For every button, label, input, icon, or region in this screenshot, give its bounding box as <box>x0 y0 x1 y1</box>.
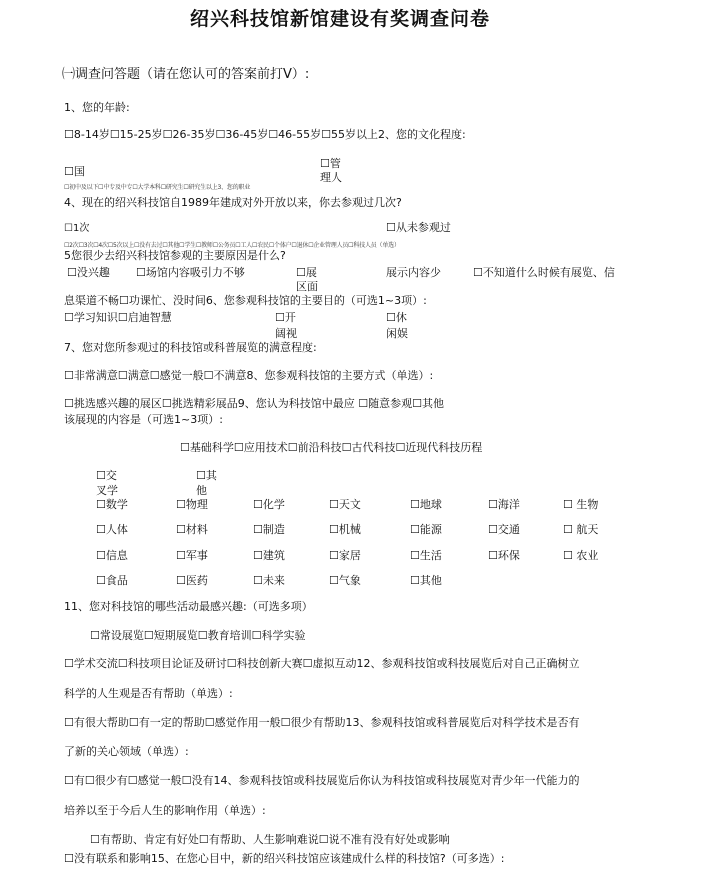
q4-compressed-row: ☐2次☐3次☐4次☐5次以上☐没有去过☐其他☐学生☐教师☐公务员☐工人☐农民☐个体户☐退休☐企业管理人员☐科技人员（单选） <box>64 242 400 249</box>
q5-option-c[interactable]: ☐展 <box>296 266 317 279</box>
subject-option[interactable]: ☐未来 <box>253 574 285 587</box>
q2-option-b-cont: 理人 <box>320 171 342 184</box>
q11-options-row2[interactable]: ☐学术交流☐科技项目论证及研讨☐科技创新大赛☐虚拟互动12、参观科技馆或科技展览后对自己正确树立 <box>64 657 580 670</box>
q4-label: 4、现在的绍兴科技馆自1989年建成对外开放以来，你去参观过几次? <box>64 196 402 209</box>
subject-option[interactable]: ☐军事 <box>176 549 208 562</box>
q7-label: 7、您对您所参观过的科技馆或科普展览的满意程度: <box>64 341 317 354</box>
q6-option-a[interactable]: ☐学习知识☐启迪智慧 <box>64 311 172 324</box>
subject-option[interactable]: ☐制造 <box>253 523 285 536</box>
q9-label-cont: 该展现的内容是（可选1~3项）: <box>64 413 223 426</box>
q5-option-a[interactable]: ☐没兴趣 <box>67 266 110 279</box>
subject-option[interactable]: ☐气象 <box>329 574 361 587</box>
subject-option[interactable]: ☐环保 <box>488 549 520 562</box>
q6-option-b[interactable]: ☐开 <box>275 311 296 324</box>
subject-option[interactable]: ☐信息 <box>96 549 128 562</box>
q4-option-a[interactable]: ☐1次 <box>64 223 90 234</box>
q5-label: 5您很少去绍兴科技馆参观的主要原因是什么? <box>64 249 286 262</box>
q5-option-b[interactable]: ☐场馆内容吸引力不够 <box>136 266 245 279</box>
subject-option[interactable]: ☐数学 <box>96 498 128 511</box>
q13-label-cont: 了新的关心领域（单选）: <box>64 745 189 758</box>
q11-options-row1[interactable]: ☐常设展览☐短期展览☐教育培训☐科学实验 <box>90 629 306 642</box>
q8-q9-options[interactable]: ☐挑选感兴趣的展区☐挑选精彩展品9、您认为科技馆中最应 ☐随意参观☐其他 <box>64 397 444 410</box>
q7-q8-options[interactable]: ☐非常满意☐满意☐感觉一般☐不满意8、您参观科技馆的主要方式（单选）: <box>64 369 434 382</box>
q1-label: 1、您的年龄: <box>64 101 130 114</box>
q14-q15-row[interactable]: ☐没有联系和影响15、在您心目中，新的绍兴科技馆应该建成什么样的科技馆?（可多选）: <box>64 852 505 865</box>
q9-option-cross[interactable]: ☐交 <box>96 469 117 482</box>
q5-option-c-cont: 区面 <box>296 280 318 293</box>
subject-option[interactable]: ☐生活 <box>410 549 442 562</box>
subject-option[interactable]: ☐机械 <box>329 523 361 536</box>
q14-options[interactable]: ☐有帮助、肯定有好处☐有帮助、人生影响难说☐说不准有没有好处或影响 <box>90 833 450 846</box>
subject-option[interactable]: ☐天文 <box>329 498 361 511</box>
subject-option[interactable]: ☐ 航天 <box>563 523 599 536</box>
page-title: 绍兴科技馆新馆建设有奖调查问卷 <box>190 8 491 30</box>
subject-option[interactable]: ☐化学 <box>253 498 285 511</box>
q2-option-b[interactable]: ☐管 <box>320 157 341 170</box>
q11-label: 11、您对科技馆的哪些活动最感兴趣:（可选多项） <box>64 600 313 613</box>
subject-option[interactable]: ☐医药 <box>176 574 208 587</box>
subject-option[interactable]: ☐材料 <box>176 523 208 536</box>
q2-q3-compressed-row: ☐初中及以下☐中专及中专☐大学本科☐研究生☐研究生以上3、您的职业 <box>64 184 251 191</box>
subject-option[interactable]: ☐物理 <box>176 498 208 511</box>
q5-q6-row[interactable]: 息渠道不畅☐功课忙、没时间6、您参观科技馆的主要目的（可选1~3项）: <box>64 294 427 307</box>
q4-option-b[interactable]: ☐从未参观过 <box>386 221 451 234</box>
subject-option[interactable]: ☐人体 <box>96 523 128 536</box>
section-heading: ㈠调查问答题（请在您认可的答案前打V）: <box>62 67 310 82</box>
subject-option[interactable]: ☐食品 <box>96 574 128 587</box>
q6-option-c-cont: 闲娱 <box>386 327 408 340</box>
q9-option-other[interactable]: ☐其 <box>196 469 217 482</box>
q9-option-cross-cont: 叉学 <box>96 484 118 497</box>
q12-options[interactable]: ☐有很大帮助☐有一定的帮助☐感觉作用一般☐很少有帮助13、参观科技馆或科普展览后对科学技术是否有 <box>64 716 580 729</box>
subject-option[interactable]: ☐交通 <box>488 523 520 536</box>
q6-option-b-cont: 阔视 <box>275 327 297 340</box>
subject-option[interactable]: ☐其他 <box>410 574 442 587</box>
q14-label-cont: 培养以至于今后人生的影响作用（单选）: <box>64 804 266 817</box>
subject-option[interactable]: ☐能源 <box>410 523 442 536</box>
subject-option[interactable]: ☐ 生物 <box>563 498 599 511</box>
subject-option[interactable]: ☐建筑 <box>253 549 285 562</box>
subject-option[interactable]: ☐ 农业 <box>563 549 599 562</box>
q5-option-d: 展示内容少 <box>386 266 441 279</box>
q5-option-e[interactable]: ☐不知道什么时候有展览、信 <box>473 266 615 279</box>
subject-option[interactable]: ☐海洋 <box>488 498 520 511</box>
q12-label-cont: 科学的人生观是否有帮助（单选）: <box>64 687 233 700</box>
subject-option[interactable]: ☐地球 <box>410 498 442 511</box>
subject-option[interactable]: ☐家居 <box>329 549 361 562</box>
q2-option-a[interactable]: ☐国 <box>64 165 85 178</box>
q13-options[interactable]: ☐有☐很少有☐感觉一般☐没有14、参观科技馆或科技展览后你认为科技馆或科技展览对青少年一代能力的 <box>64 774 580 787</box>
q9-option-other-cont: 他 <box>196 484 207 497</box>
q1-options[interactable]: ☐8-14岁☐15-25岁☐26-35岁☐36-45岁☐46-55岁☐55岁以上2、您的文化程度: <box>64 128 466 141</box>
q6-option-c[interactable]: ☐休 <box>386 311 407 324</box>
q9-options[interactable]: ☐基础科学☐应用技术☐前沿科技☐古代科技☐近现代科技历程 <box>180 441 483 454</box>
